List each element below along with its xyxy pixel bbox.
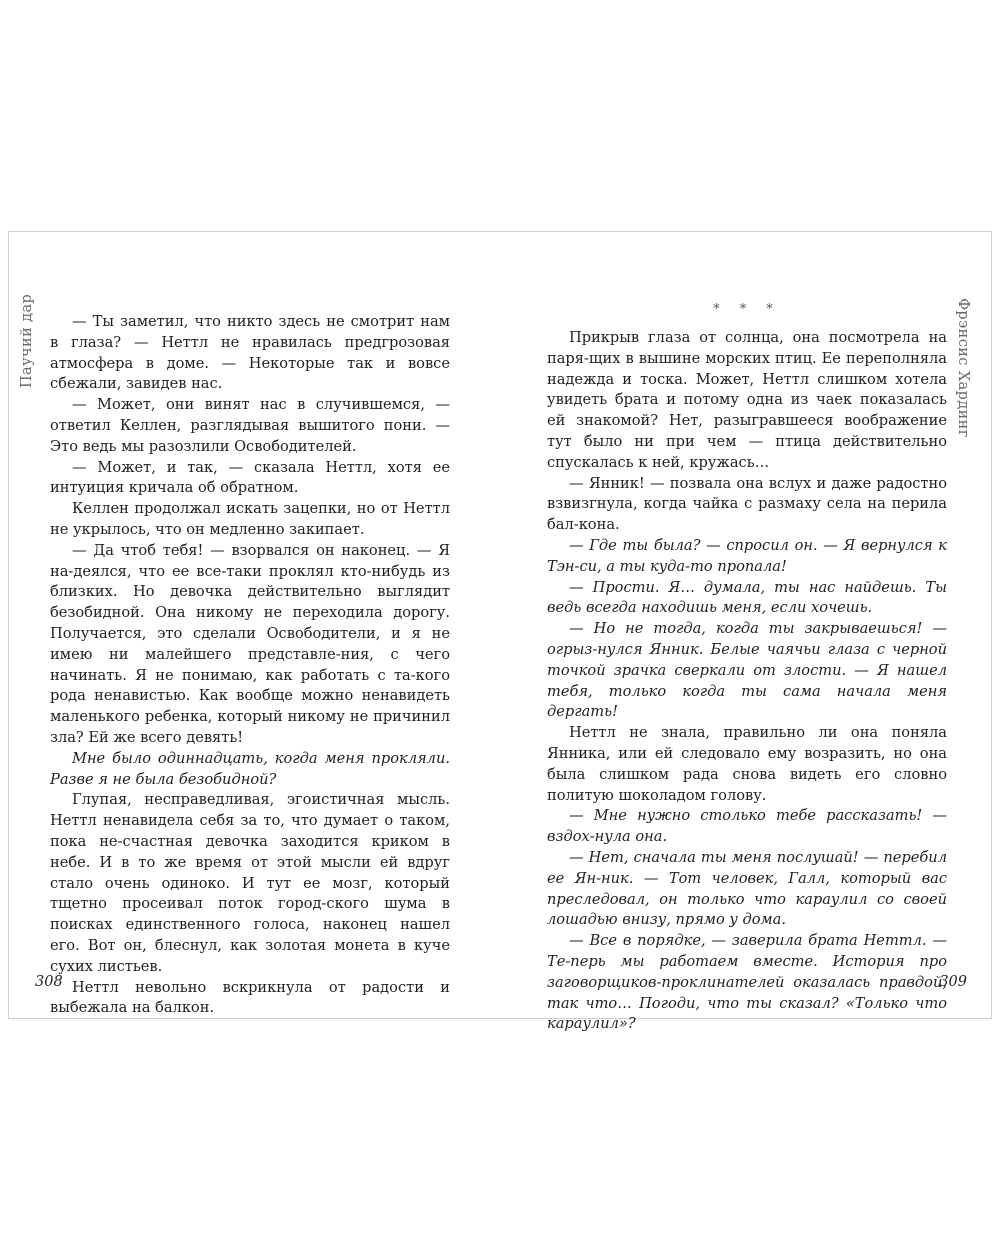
paragraph: Неттл не знала, правильно ли она поняла Янника, или ей следовало ему возразить, но она была слишком рада снова видеть его словно политую шоколадом голову. [547, 724, 947, 804]
left-page [9, 232, 501, 1018]
left-page-text [50, 312, 450, 1019]
paragraph: — Янник! — позвала она вслух и даже радостно взвизгнула, когда чайка с размаху села на перила бал-кона. [547, 474, 947, 534]
page-number-right: 309 [939, 974, 967, 990]
paragraph-italic: — Где ты была? — спросил он. — Я вернулся к Тэн-си, а ты куда-то пропала! [547, 536, 947, 575]
paragraph: Келлен продолжал искать зацепки, но от Неттл не укрылось, что он медленно закипает. [50, 500, 450, 538]
running-head-author: Фрэнсис Хардинг [955, 298, 971, 438]
paragraph: Неттл невольно вскрикнула от радости и выбежала на балкон. [50, 978, 450, 1017]
paragraph-italic: Мне было одиннадцать, когда меня прокляли. Разве я не была безобидной? [50, 749, 450, 788]
running-head-book-title: Паучий дар [19, 293, 35, 388]
paragraph-italic: — Мне нужно столько тебе рассказать! — вздох-нула она. [547, 807, 947, 846]
page-number-left: 308 [35, 974, 63, 990]
paragraph-italic: — Все в порядке, — заверила брата Неттл. — Те-перь мы работаем вместе. История про заговорщиков-проклинателей оказалась правдой, так что… Погоди, что ты сказал? «Только что караулил»? [547, 932, 947, 1033]
book-spread [8, 231, 992, 1033]
section-break: * * * [713, 302, 781, 317]
paragraph: — Ты заметил, что никто здесь не смотрит нам в глаза? — Неттл не нравилась предгрозовая атмосфера в доме. — Некоторые так и вовсе сбежали, завидев нас. [50, 313, 450, 393]
paragraph-italic: — Нет, сначала ты меня послушай! — перебил ее Ян-ник. — Тот человек, Галл, который вас преследовал, он только что караулил со своей лошадью внизу, прямо у дома. [547, 848, 947, 929]
paragraph: Прикрыв глаза от солнца, она посмотрела на паря-щих в вышине морских птиц. Ее переполняла надежда и тоска. Может, Неттл слишком хотела увидеть брата и потому одна из чаек показалась ей знакомой? Нет, разыгравшееся воображение тут было ни при чем — птица действительно спускалась к ней, кружась… [547, 329, 947, 471]
paragraph: — Да чтоб тебя! — взорвался он наконец. — Я на-деялся, что ее все-таки проклял кто-нибудь из близких. Но девочка действительно выглядит безобидной. Она никому не переходила дорогу. Получается, это сделали Освободители, и я не имею ни малейшего представле-ния, с чего начинать. Я не понимаю, как работать с та-кого рода ненавистью. Как вообще можно ненавидеть маленького ребенка, который никому не причинил зла? Ей же всего девять! [50, 541, 450, 746]
right-page [501, 232, 993, 1033]
paragraph: — Может, и так, — сказала Неттл, хотя ее интуиция кричала об обратном. [50, 458, 450, 497]
right-page-text [547, 328, 947, 1035]
paragraph: — Может, они винят нас в случившемся, — ответил Келлен, разглядывая вышитого пони. — Это ведь мы разозлили Освободителей. [50, 396, 450, 455]
paragraph-italic: — Но не тогда, когда ты закрываешься! — огрыз-нулся Янник. Белые чаячьи глаза с черной точкой зрачка сверкали от злости. — Я нашел тебя, только когда ты сама начала меня дергать! [547, 620, 947, 721]
paragraph-italic: — Прости. Я… думала, ты нас найдешь. Ты ведь всегда находишь меня, если хочешь. [547, 578, 947, 617]
paragraph: Глупая, несправедливая, эгоистичная мысль. Неттл ненавидела себя за то, что думает о таком, пока не-счастная девочка заходится криком в небе. И в то же время от этой мысли ей вдруг стало очень одиноко. И тут ее мозг, который тщетно просеивал поток город-ского шума в поисках единственного голоса, наконец нашел его. Вот он, блеснул, как золотая монета в куче сухих листьев. [50, 791, 450, 975]
